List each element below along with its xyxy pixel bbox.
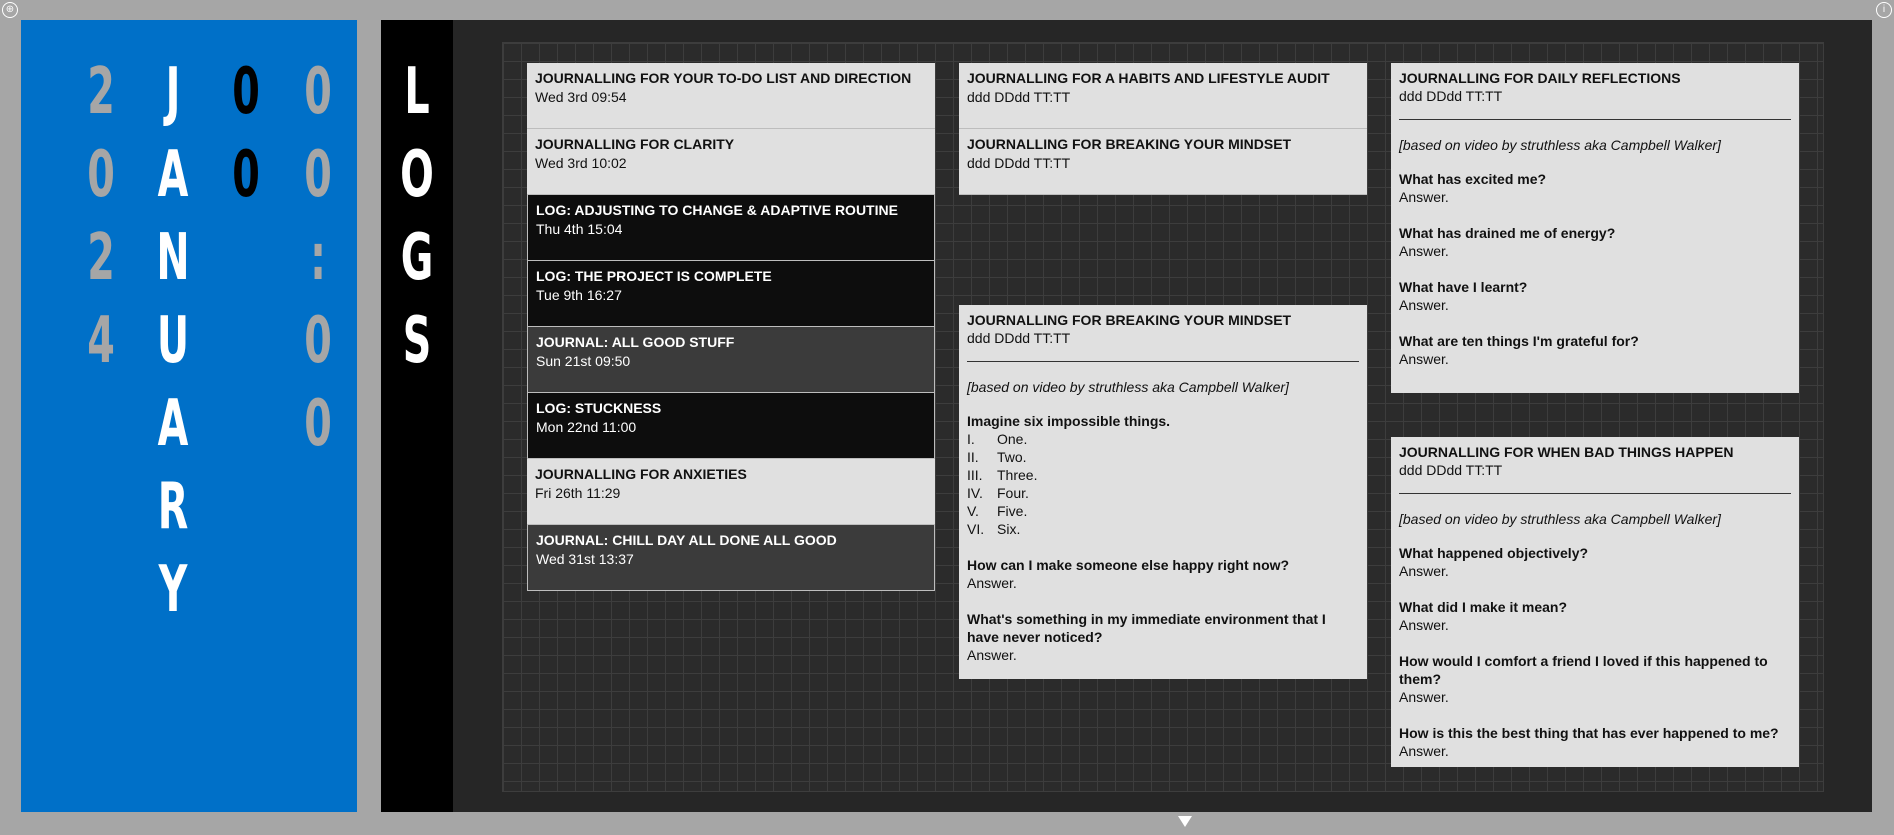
- entry-date: Wed 3rd 10:02: [535, 155, 627, 171]
- card-date: ddd DDdd TT:TT: [967, 330, 1071, 346]
- clock-char: 0: [304, 387, 332, 461]
- answer: Answer.: [1399, 297, 1449, 313]
- clock-char: 0: [304, 138, 332, 212]
- prompt-heading: Imagine six impossible things.: [967, 413, 1171, 429]
- template-entry[interactable]: [959, 129, 1367, 195]
- logs-title-char: G: [400, 221, 434, 295]
- entry-title: JOURNALLING FOR A HABITS AND LIFESTYLE AUDIT: [967, 70, 1330, 86]
- clock-char: :: [310, 221, 326, 295]
- answer: Answer.: [1399, 351, 1449, 367]
- mindset-template-card[interactable]: [959, 305, 1367, 679]
- log-entry[interactable]: [527, 261, 935, 327]
- clock-char: 0: [304, 55, 332, 129]
- log-entry[interactable]: [527, 459, 935, 525]
- entry-title: JOURNALLING FOR ANXIETIES: [535, 466, 747, 482]
- month-char: J: [165, 55, 181, 129]
- year-char: 4: [87, 304, 115, 378]
- card-date: ddd DDdd TT:TT: [1399, 462, 1503, 478]
- entry-date: Sun 21st 09:50: [536, 353, 631, 369]
- question: What have I learnt?: [1399, 279, 1528, 295]
- question: How can I make someone else happy right now?: [967, 557, 1290, 573]
- answer: Answer.: [1399, 243, 1449, 259]
- log-entry[interactable]: [527, 195, 935, 261]
- question: What has drained me of energy?: [1399, 225, 1616, 241]
- year-char: 2: [87, 221, 115, 295]
- calendar-panel: [21, 20, 357, 812]
- question: How would I comfort a friend I loved if this happened to them?: [1399, 653, 1768, 687]
- info-icon[interactable]: i: [1876, 2, 1892, 18]
- card-date: ddd DDdd TT:TT: [1399, 88, 1503, 104]
- answer: Answer.: [1399, 563, 1449, 579]
- main-area: [453, 20, 1872, 812]
- grid-canvas: [502, 42, 1824, 792]
- question: How is this the best thing that has ever happened to me?: [1399, 725, 1779, 741]
- list-item: II. Two.: [967, 449, 1027, 465]
- month-char: A: [157, 138, 189, 212]
- logs-title-char: L: [404, 55, 430, 129]
- year-char: 0: [87, 138, 115, 212]
- entry-count-char: 0: [232, 55, 260, 129]
- list-item: V. Five.: [967, 503, 1028, 519]
- entry-title: JOURNAL: ALL GOOD STUFF: [536, 334, 735, 350]
- answer: Answer.: [967, 575, 1017, 591]
- entry-date: Wed 3rd 09:54: [535, 89, 627, 105]
- card-title: JOURNALLING FOR WHEN BAD THINGS HAPPEN: [1399, 444, 1734, 460]
- card-credit: [based on video by struthless aka Campbell Walker]: [967, 379, 1289, 395]
- answer: Answer.: [1399, 617, 1449, 633]
- month-char: U: [156, 304, 190, 378]
- entry-date: Wed 31st 13:37: [536, 551, 634, 567]
- bad-things-card[interactable]: [1391, 437, 1799, 767]
- list-item: III. Three.: [967, 467, 1038, 483]
- daily-reflections-card[interactable]: [1391, 63, 1799, 393]
- entry-date: Mon 22nd 11:00: [536, 419, 637, 435]
- list-item: VI. Six.: [967, 521, 1021, 537]
- entry-date: Thu 4th 15:04: [536, 221, 623, 237]
- month-char: A: [157, 387, 189, 461]
- answer: Answer.: [1399, 743, 1449, 759]
- log-entry[interactable]: [527, 327, 935, 393]
- entry-title: JOURNALLING FOR YOUR TO-DO LIST AND DIRECTION: [535, 70, 912, 86]
- logs-title-char: O: [400, 138, 434, 212]
- entry-date: ddd DDdd TT:TT: [967, 155, 1071, 171]
- clock-char: 0: [304, 304, 332, 378]
- entry-title: LOG: ADJUSTING TO CHANGE & ADAPTIVE ROUTINE: [536, 202, 898, 218]
- entry-title: JOURNALLING FOR BREAKING YOUR MINDSET: [967, 136, 1292, 152]
- card-title: JOURNALLING FOR DAILY REFLECTIONS: [1399, 70, 1681, 86]
- question: What happened objectively?: [1399, 545, 1589, 561]
- answer: Answer.: [967, 647, 1017, 663]
- log-entry[interactable]: [527, 129, 935, 195]
- month-char: Y: [158, 553, 188, 627]
- month-char: R: [157, 470, 189, 544]
- list-item: I. One.: [967, 431, 1028, 447]
- entry-date: Fri 26th 11:29: [535, 485, 621, 501]
- logs-title-strip: [381, 20, 453, 812]
- divider: [1399, 119, 1791, 120]
- answer: Answer.: [1399, 189, 1449, 205]
- template-entry[interactable]: [959, 63, 1367, 129]
- log-entry[interactable]: [527, 525, 935, 591]
- logs-title-char: S: [402, 304, 432, 378]
- globe-icon[interactable]: ⊕: [2, 2, 18, 18]
- question: What did I make it mean?: [1399, 599, 1568, 615]
- question: What's something in my immediate environment that I have never noticed?: [967, 611, 1326, 645]
- question: What has excited me?: [1399, 171, 1547, 187]
- entry-date: Tue 9th 16:27: [536, 287, 622, 303]
- answer: Answer.: [1399, 689, 1449, 705]
- log-entry[interactable]: [527, 393, 935, 459]
- entry-title: JOURNAL: CHILL DAY ALL DONE ALL GOOD: [536, 532, 837, 548]
- card-credit: [based on video by struthless aka Campbell Walker]: [1399, 511, 1721, 527]
- list-item: IV. Four.: [967, 485, 1029, 501]
- card-credit: [based on video by struthless aka Campbell Walker]: [1399, 137, 1721, 153]
- card-title: JOURNALLING FOR BREAKING YOUR MINDSET: [967, 312, 1292, 328]
- entry-title: LOG: STUCKNESS: [536, 400, 662, 416]
- entry-date: ddd DDdd TT:TT: [967, 89, 1071, 105]
- month-char: N: [156, 221, 190, 295]
- divider: [967, 361, 1359, 362]
- entry-title: JOURNALLING FOR CLARITY: [535, 136, 735, 152]
- question: What are ten things I'm grateful for?: [1399, 333, 1639, 349]
- divider: [1399, 493, 1791, 494]
- entry-title: LOG: THE PROJECT IS COMPLETE: [536, 268, 772, 284]
- entry-count-char: 0: [232, 138, 260, 212]
- log-entry[interactable]: [527, 63, 935, 129]
- triangle-down-icon[interactable]: [1178, 816, 1192, 827]
- year-char: 2: [87, 55, 115, 129]
